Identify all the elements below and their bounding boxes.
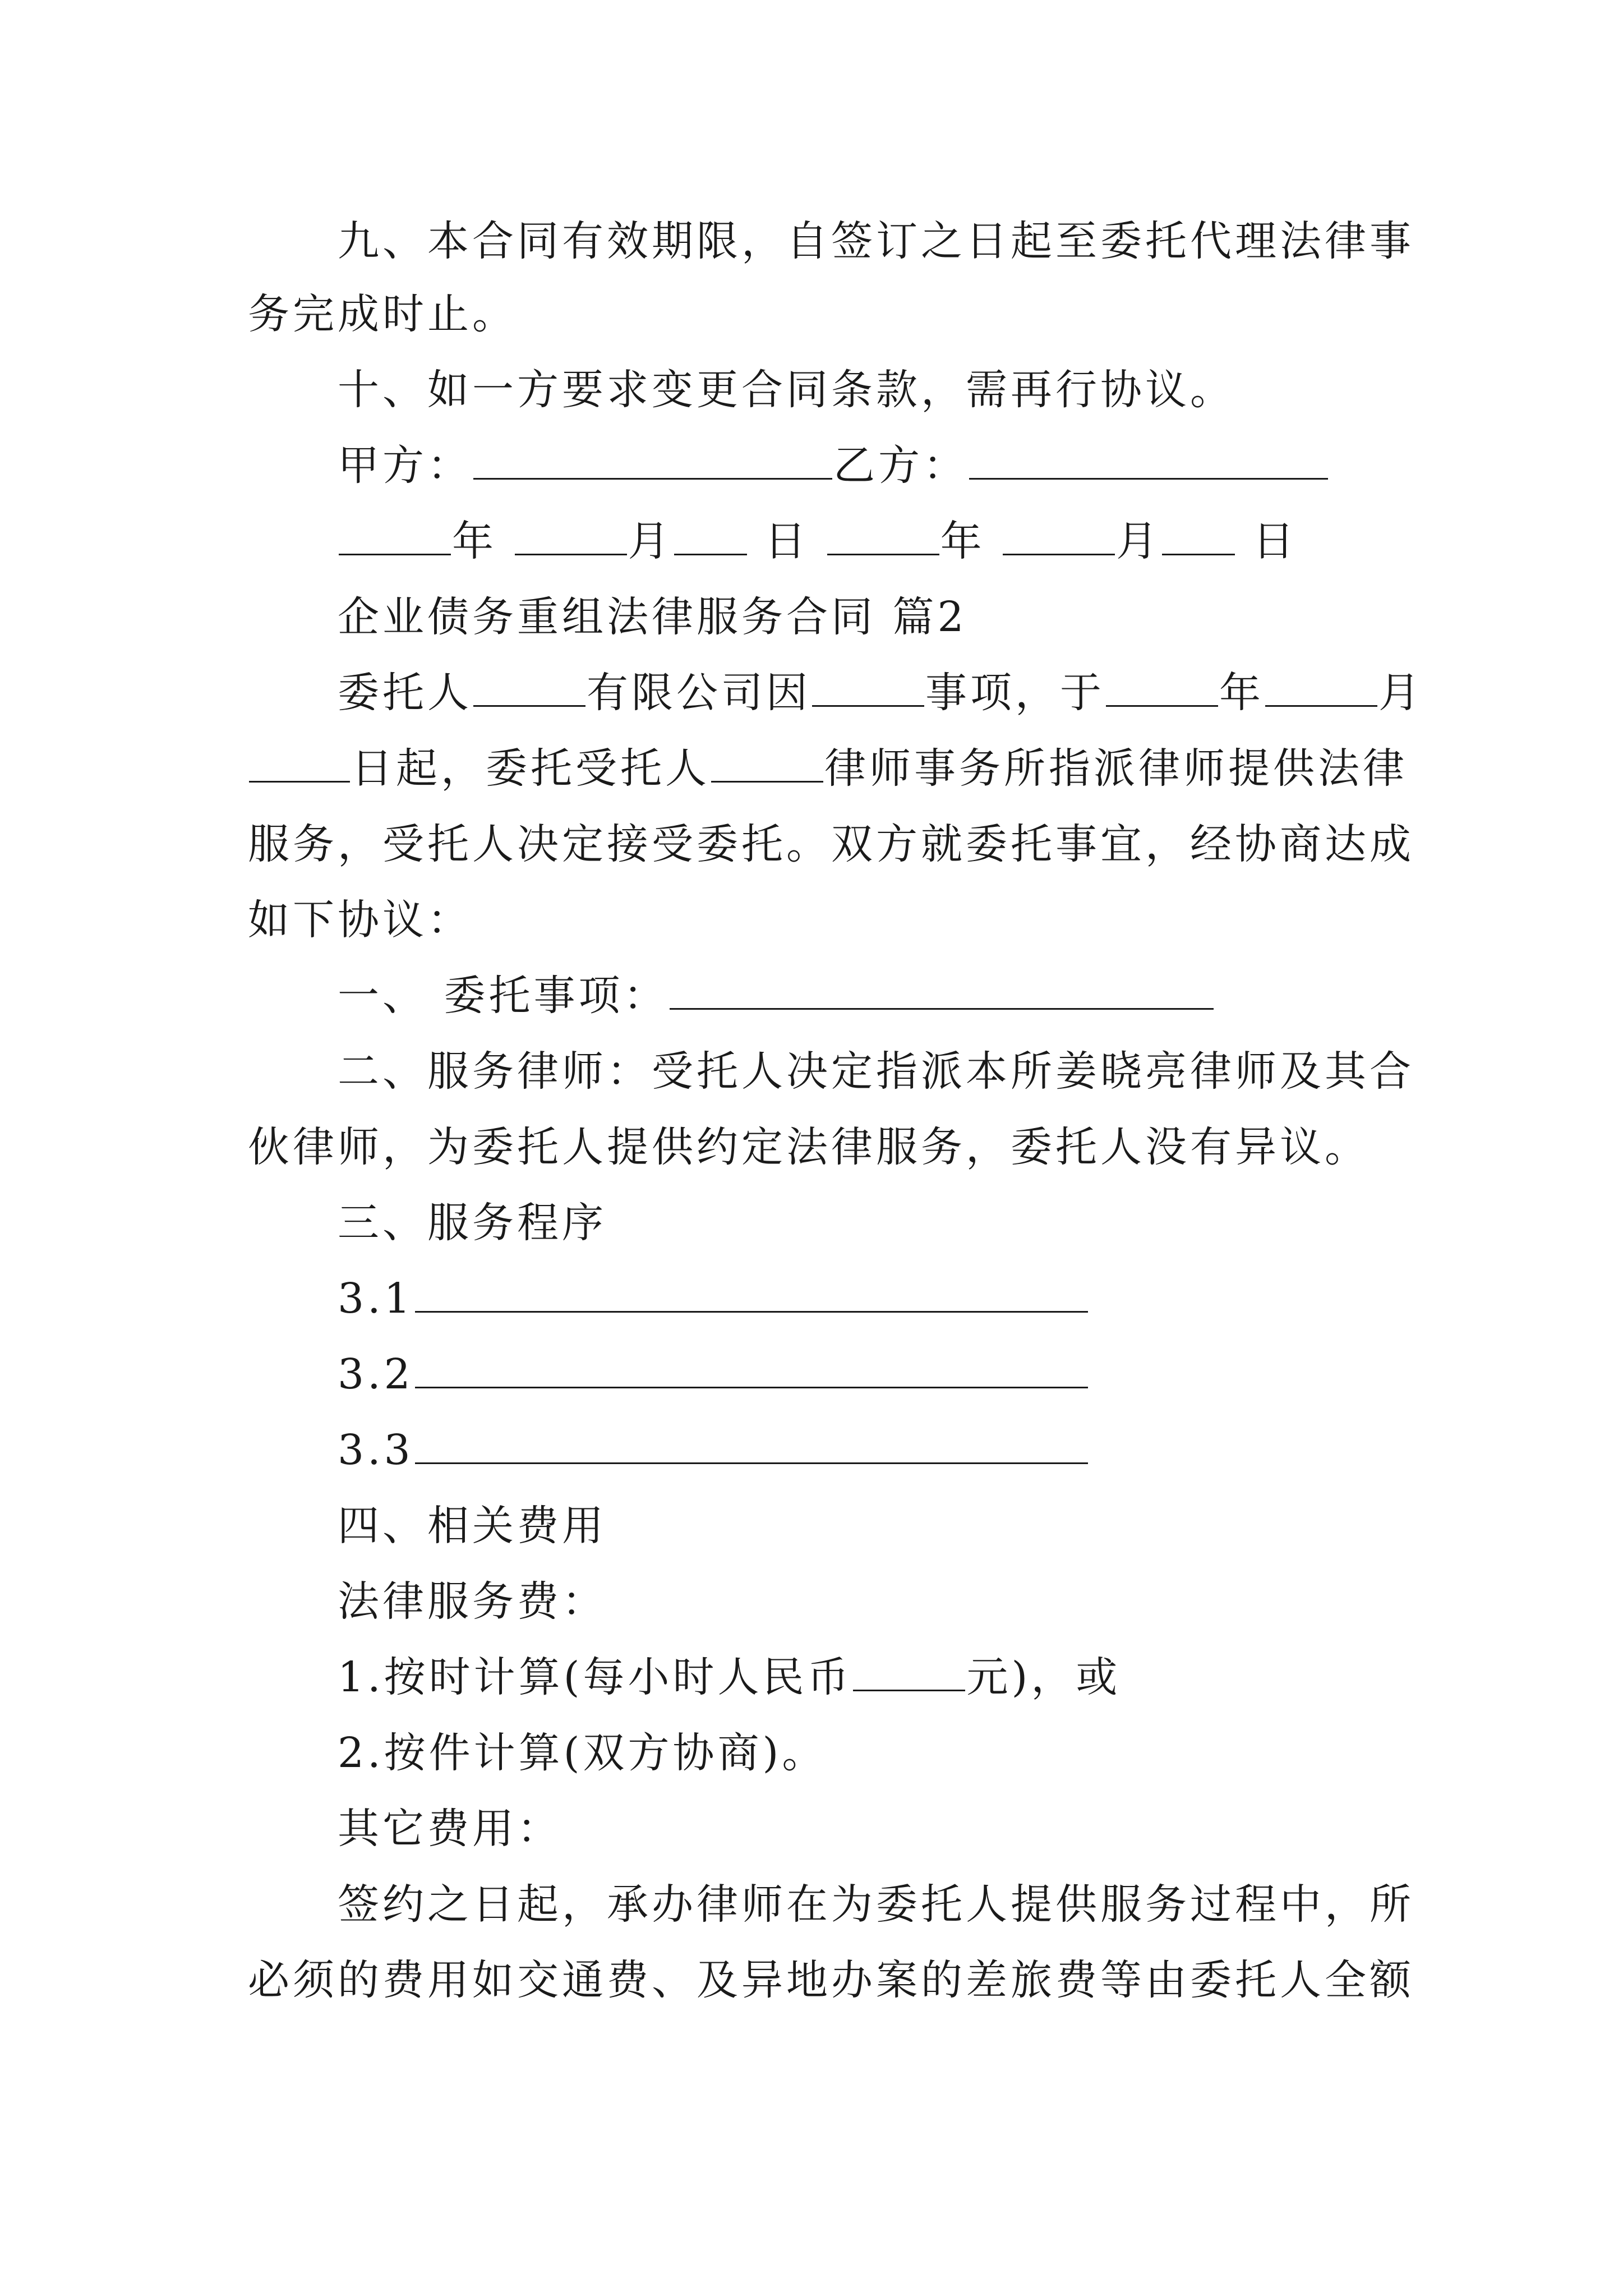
intro-line-4: 如下协议： xyxy=(248,896,472,944)
clause-1: 一、 委托事项： xyxy=(338,965,1482,1027)
party-b-blank xyxy=(969,439,1328,480)
clause-3-1: 3.1 xyxy=(338,1268,1482,1329)
signature-dates: 年 月 日 年 月 日 xyxy=(338,510,1482,572)
party-a-label: 甲方： xyxy=(338,441,472,490)
other-fee-line-1: 签约之日起，承办律师在为委托人提供服务过程中，所 xyxy=(338,1880,1414,1929)
intro-line-2: 日起，委托受托人 律师事务所指派律师提供法律 xyxy=(248,738,1392,799)
clause-2-line-2: 伙律师，为委托人提供约定法律服务，委托人没有异议。 xyxy=(248,1123,1370,1171)
clause-3-3: 3.3 xyxy=(338,1419,1482,1481)
clause-1-blank xyxy=(670,969,1214,1010)
clause-3: 三、服务程序 xyxy=(338,1199,607,1247)
fee-title: 法律服务费： xyxy=(338,1577,607,1626)
intro-line-3: 服务，受托人决定接受委托。双方就委托事宜，经协商达成 xyxy=(248,820,1414,868)
clause-3-2: 3.2 xyxy=(338,1343,1482,1405)
other-fee-line-2: 必须的费用如交通费、及异地办案的差旅费等由委托人全额 xyxy=(248,1956,1414,2004)
fee-item-1: 1.按时计算(每小时人民币 元)，或 xyxy=(338,1646,1482,1708)
clause-4: 四、相关费用 xyxy=(338,1502,607,1550)
section-title: 企业债务重组法律服务合同 篇2 xyxy=(338,593,967,641)
signature-parties xyxy=(338,435,1482,496)
intro-line-1: 委托人 有限公司因 事项，于 年 月 xyxy=(338,662,1482,724)
fee-item-2: 2.按件计算(双方协商)。 xyxy=(338,1729,827,1777)
other-fee-title: 其它费用： xyxy=(338,1805,562,1853)
clause-9-line-2: 务完成时止。 xyxy=(248,290,517,338)
party-b-label: 乙方： xyxy=(833,441,968,490)
party-a-blank xyxy=(473,439,832,480)
clause-2-line-1: 二、服务律师：受托人决定指派本所姜晓亮律师及其合 xyxy=(338,1047,1414,1096)
clause-10: 十、如一方要求变更合同条款，需再行协议。 xyxy=(338,366,1235,414)
clause-9-line-1: 九、本合同有效期限，自签订之日起至委托代理法律事 xyxy=(338,217,1414,265)
